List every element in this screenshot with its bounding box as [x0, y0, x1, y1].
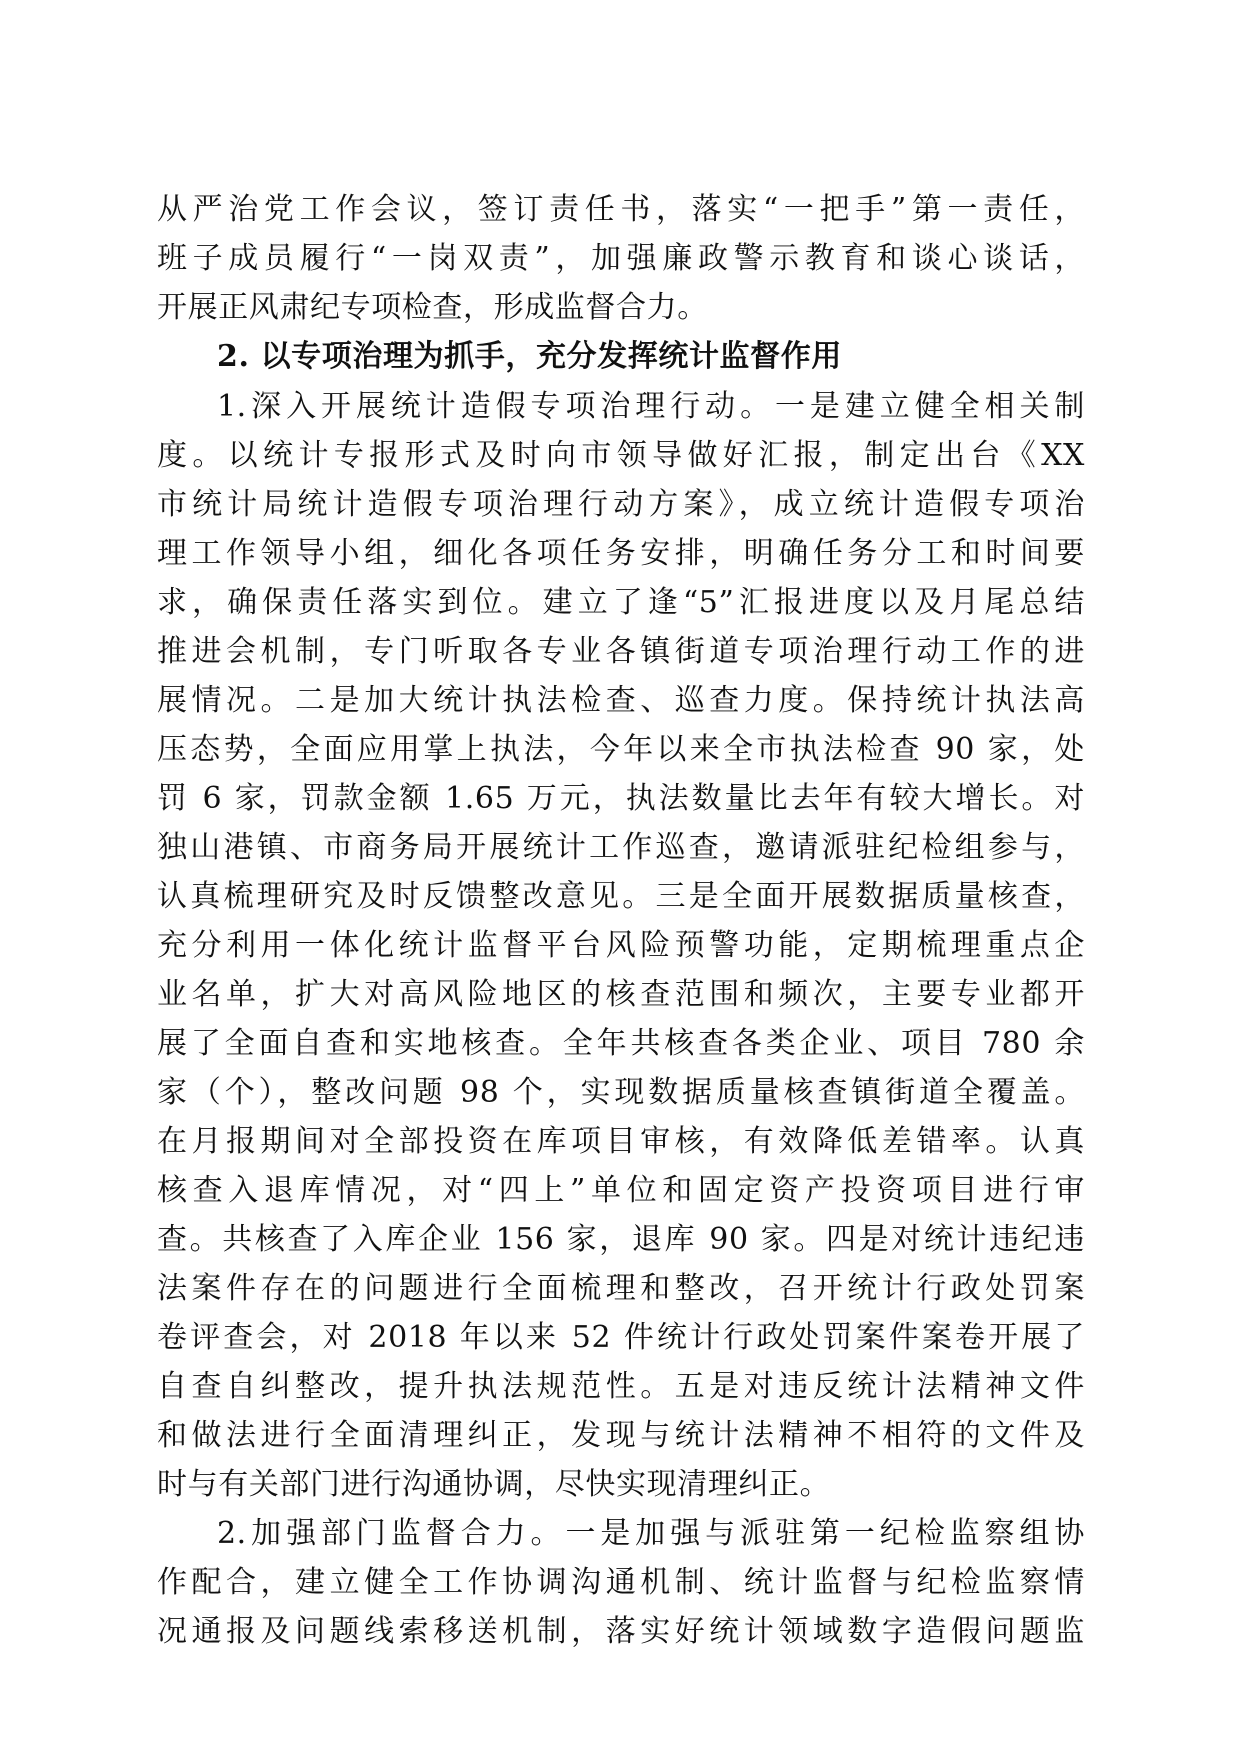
text-line: 展情况。二是加大统计执法检查、巡查力度。保持统计执法高: [157, 683, 1085, 718]
text-line: 班子成员履行“一岗双责”，加强廉政警示教育和谈心谈话，: [157, 241, 1085, 276]
text-line: 理工作领导小组，细化各项任务安排，明确任务分工和时间要: [157, 536, 1085, 571]
text-line: 独山港镇、市商务局开展统计工作巡查，邀请派驻纪检组参与，: [157, 830, 1085, 865]
document-page: [157, 0, 1085, 1754]
text-line: 从严治党工作会议，签订责任书，落实“一把手”第一责任，: [157, 192, 1085, 227]
text-line: 自查自纠整改，提升执法规范性。五是对违反统计法精神文件: [157, 1369, 1085, 1404]
section-heading: 2. 以专项治理为抓手，充分发挥统计监督作用: [217, 339, 842, 374]
text-line: 推进会机制，专门听取各专业各镇街道专项治理行动工作的进: [157, 634, 1085, 669]
text-line: 开展正风肃纪专项检查，形成监督合力。: [157, 290, 708, 325]
text-line: 卷评查会，对 2018 年以来 52 件统计行政处罚案件案卷开展了: [157, 1320, 1085, 1355]
text-line: 1.深入开展统计造假专项治理行动。一是建立健全相关制: [217, 389, 1085, 424]
text-line: 度。以统计专报形式及时向市领导做好汇报，制定出台《XX: [157, 438, 1085, 473]
text-line: 况通报及问题线索移送机制，落实好统计领域数字造假问题监: [157, 1614, 1085, 1649]
text-line: 2.加强部门监督合力。一是加强与派驻第一纪检监察组协: [217, 1516, 1085, 1551]
text-line: 和做法进行全面清理纠正，发现与统计法精神不相符的文件及: [157, 1418, 1085, 1453]
text-line: 法案件存在的问题进行全面梳理和整改，召开统计行政处罚案: [157, 1271, 1085, 1306]
text-line: 家（个），整改问题 98 个，实现数据质量核查镇街道全覆盖。: [157, 1075, 1085, 1110]
text-line: 市统计局统计造假专项治理行动方案》，成立统计造假专项治: [157, 487, 1085, 522]
text-line: 认真梳理研究及时反馈整改意见。三是全面开展数据质量核查，: [157, 879, 1085, 914]
text-line: 充分利用一体化统计监督平台风险预警功能，定期梳理重点企: [157, 928, 1085, 963]
text-line: 作配合，建立健全工作协调沟通机制、统计监督与纪检监察情: [157, 1565, 1085, 1600]
text-line: 查。共核查了入库企业 156 家，退库 90 家。四是对统计违纪违: [157, 1222, 1085, 1257]
text-line: 求，确保责任落实到位。建立了逢“5”汇报进度以及月尾总结: [157, 585, 1085, 620]
text-line: 核查入退库情况，对“四上”单位和固定资产投资项目进行审: [157, 1173, 1085, 1208]
text-line: 在月报期间对全部投资在库项目审核，有效降低差错率。认真: [157, 1124, 1085, 1159]
text-line: 罚 6 家，罚款金额 1.65 万元，执法数量比去年有较大增长。对: [157, 781, 1085, 816]
text-line: 业名单，扩大对高风险地区的核查范围和频次，主要专业都开: [157, 977, 1085, 1012]
text-line: 展了全面自查和实地核查。全年共核查各类企业、项目 780 余: [157, 1026, 1085, 1061]
text-line: 压态势，全面应用掌上执法，今年以来全市执法检查 90 家，处: [157, 732, 1085, 767]
text-line: 时与有关部门进行沟通协调，尽快实现清理纠正。: [157, 1467, 831, 1502]
